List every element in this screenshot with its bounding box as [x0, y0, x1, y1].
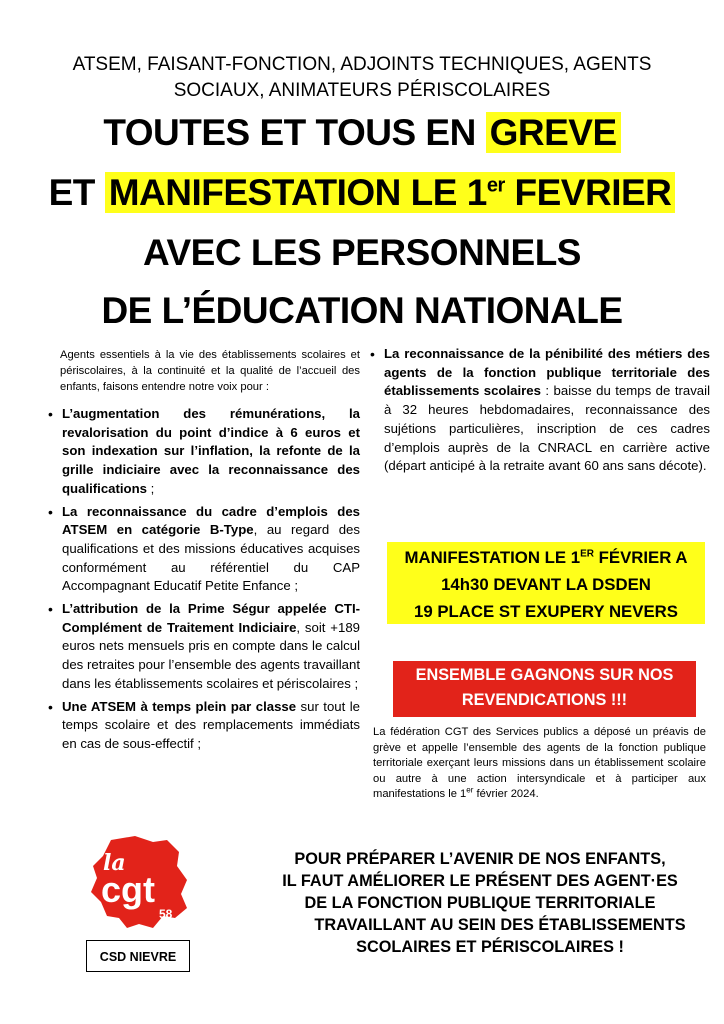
- headline-line-4: DE L’ÉDUCATION NATIONALE: [101, 290, 623, 331]
- slogan-banner: [393, 661, 696, 717]
- headline-line-2: [0, 172, 724, 214]
- logo-word-cgt: cgt: [101, 869, 155, 910]
- manif-line-1: MANIFESTATION LE 1ER FÉVRIER A: [404, 548, 688, 567]
- intro-paragraph: Agents essentiels à la vie des établissements scolaires et périscolaires, à la continuité et la qualité de l’accueil des enfants, faisons entendre notre voix pour :: [60, 349, 360, 393]
- manif-line-3: 19 PLACE ST EXUPERY NEVERS: [414, 602, 678, 621]
- federation-notice: La fédération CGT des Services publics a déposé un préavis de grève et appelle l’ensemble des agents de la fonction publique territoriale exerçant leurs missions dans un établissement scolaire ou autre à une action intersyndicale et à participer aux manifestations le 1er février 2024.: [373, 726, 706, 801]
- list-item: • La reconnaissance de la pénibilité des métiers des agents de la fonction publique territoriale des établissements scolaires : baisse du temps de travail à 32 heures hebdomadaires, reconnaissance des sujétions particulières, inscription de ces cadres d’emplois auprès de la CNRACL en carrière active (départ anticipé à la retraite avant 60 ans sans décote).: [370, 345, 710, 476]
- closing-line: IL FAUT AMÉLIORER LE PRÉSENT DES AGENT·ES: [282, 872, 678, 890]
- right-demands-list: [370, 345, 710, 476]
- headline-text: TOUTES ET TOUS EN: [103, 112, 486, 153]
- manifestation-info-box: [387, 542, 705, 624]
- headline-text: ET: [48, 172, 105, 213]
- slogan-line-1: ENSEMBLE GAGNONS SUR NOS: [415, 666, 674, 684]
- closing-statement: [270, 848, 690, 958]
- list-item: • L’attribution de la Prime Ségur appelée CTI-Complément de Traitement Indiciaire, soit +189 euros nets mensuels pris en compte dans le calcul des retraites pour l’ensemble des agents travaillant dans les établissements scolaires et périscolaires ;: [48, 600, 360, 694]
- list-item: • L’augmentation des rémunérations, la revalorisation du point d’indice à 6 euros et son indexation sur l’inflation, la refonte de la grille indiciaire avec la reconnaissance des qualifications ;: [48, 405, 360, 499]
- closing-line: SCOLAIRES ET PÉRISCOLAIRES !: [356, 938, 624, 956]
- subtitle-line-2: SOCIAUX, ANIMATEURS PÉRISCOLAIRES: [173, 80, 551, 101]
- manif-line-2: 14h30 DEVANT LA DSDEN: [441, 575, 651, 594]
- cgt-logo-icon: [83, 832, 198, 932]
- headline-line-3: AVEC LES PERSONNELS: [142, 232, 581, 273]
- list-item: • Une ATSEM à temps plein par classe sur tout le temps scolaire et des remplacements immédiats en cas de sous-effectif ;: [48, 698, 360, 754]
- subtitle-line-1: ATSEM, FAISANT-FONCTION, ADJOINTS TECHNIQUES, AGENTS: [72, 54, 652, 75]
- cgt-logo: [83, 832, 198, 932]
- closing-line: POUR PRÉPARER L’AVENIR DE NOS ENFANTS,: [294, 850, 666, 868]
- logo-word-la: la: [103, 850, 126, 876]
- closing-line: TRAVAILLANT AU SEIN DES ÉTABLISSEMENTS: [314, 916, 686, 934]
- headline-highlight-manifestation: MANIFESTATION LE 1er FEVRIER: [105, 172, 676, 213]
- headline-highlight-greve: GREVE: [486, 112, 621, 153]
- closing-line: DE LA FONCTION PUBLIQUE TERRITORIALE: [304, 894, 656, 912]
- left-demands-list: [48, 405, 360, 758]
- csd-label: CSD NIEVRE: [86, 940, 190, 972]
- slogan-line-2: REVENDICATIONS !!!: [461, 691, 628, 709]
- headline-line-1: [0, 112, 724, 154]
- logo-dept-number: 58: [159, 907, 173, 921]
- list-item: • La reconnaissance du cadre d’emplois des ATSEM en catégorie B-Type, au regard des qualifications et des missions éducatives acquises conformément au référentiel du CAP Accompagnant Educatif Petite Enfance ;: [48, 503, 360, 597]
